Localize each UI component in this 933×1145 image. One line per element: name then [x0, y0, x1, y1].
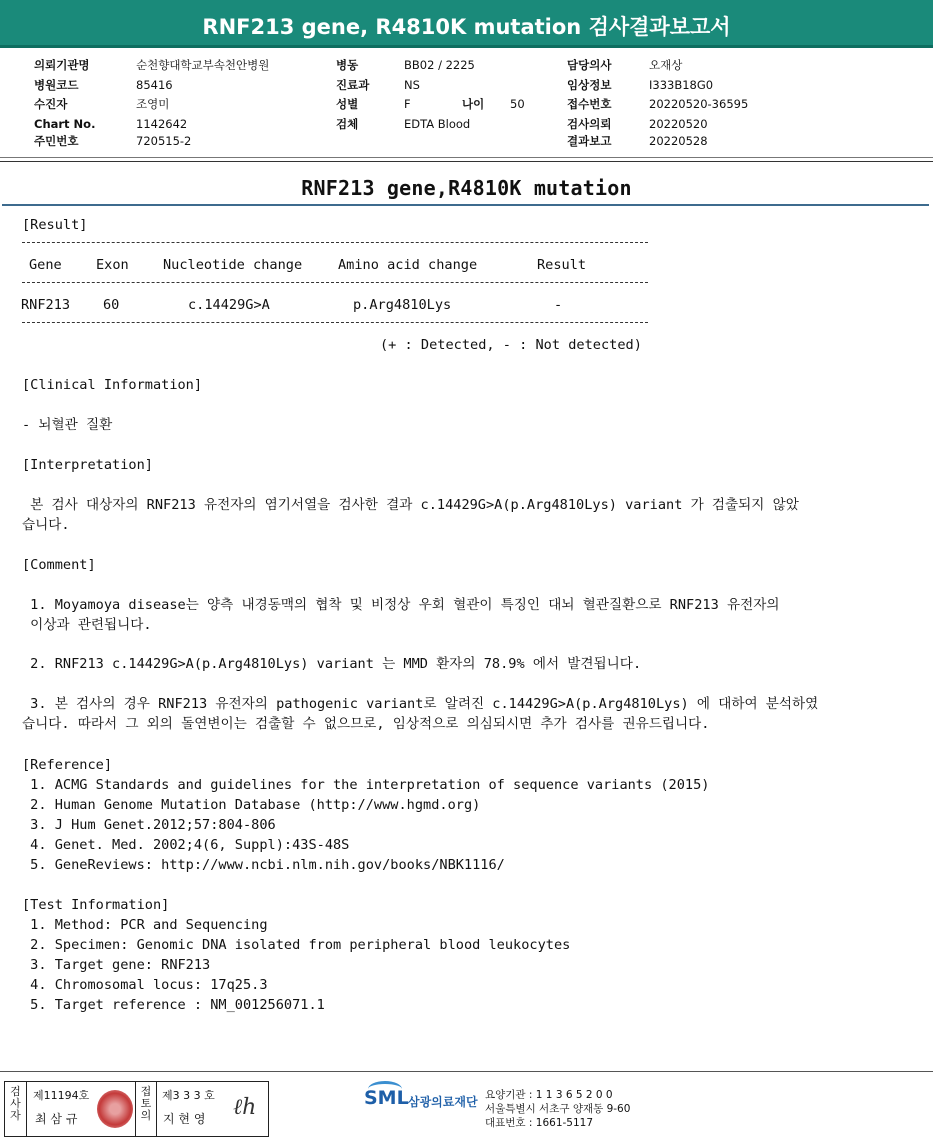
signer2-role-label: [135, 1082, 157, 1136]
meta-value: 720515-2: [136, 134, 192, 148]
meta-row: [567, 56, 748, 76]
reference-item: 2. Human Genome Mutation Database (http://www.hgmd.org): [22, 797, 481, 813]
meta-column-2: [336, 56, 525, 134]
meta-row: [567, 132, 748, 152]
meta-row: [336, 56, 525, 76]
col-header-amino: Amino acid change: [338, 257, 478, 273]
report-banner-title: RNF213 gene, R4810K mutation 검사결과보고서: [0, 0, 933, 48]
test-info-item: 4. Chromosomal locus: 17q25.3: [22, 977, 268, 993]
meta-label: 병원코드: [34, 77, 79, 92]
address-line: 서울특별시 서초구 양재동 9-60: [485, 1103, 631, 1115]
interpretation-heading: [Interpretation]: [22, 457, 153, 473]
meta-value: BB02 / 2225: [404, 58, 475, 72]
table-dash-line: [22, 322, 648, 323]
test-info-item: 3. Target gene: RNF213: [22, 957, 211, 973]
meta-label: 접수번호: [567, 97, 612, 111]
meta-column-3: [567, 56, 748, 152]
meta-value: 조영미: [136, 97, 170, 111]
reference-heading: [Reference]: [22, 757, 113, 773]
clinical-text: - 뇌혈관 질환: [22, 417, 113, 433]
signer2-role-text: 접토의: [140, 1085, 152, 1122]
cell-result: -: [554, 297, 563, 313]
reference-item: 5. GeneReviews: http://www.ncbi.nlm.nih.gov/books/NBK1116/: [22, 857, 505, 873]
meta-label: 검사의뢰: [567, 116, 612, 131]
handwritten-signature-icon: ℓh: [233, 1095, 257, 1120]
reference-item: 3. J Hum Genet.2012;57:804-806: [22, 817, 276, 833]
result-legend: (+ : Detected, - : Not detected): [380, 337, 642, 353]
comment-heading: [Comment]: [22, 557, 96, 573]
meta-row: [336, 95, 525, 115]
col-header-nucleotide: Nucleotide change: [163, 257, 303, 273]
meta-label: 결과보고: [567, 134, 612, 148]
meta-value: 오재상: [649, 58, 683, 72]
meta-value: 1142642: [136, 116, 188, 131]
cell-amino: p.Arg4810Lys: [353, 297, 452, 313]
footer-divider: [0, 1071, 933, 1072]
reference-item: 1. ACMG Standards and guidelines for the interpretation of sequence variants (2015): [22, 777, 710, 793]
comment-line: 습니다. 따라서 그 외의 돌연변이는 검출할 수 없으므로, 임상적으로 의심되시면 추가 검사를 권유드립니다.: [22, 716, 710, 732]
cell-nucleotide: c.14429G>A: [188, 297, 270, 313]
divider: [0, 161, 933, 162]
interpretation-line: 습니다.: [22, 517, 70, 533]
facility-code: 요양기관 : 1 1 3 6 5 2 0 0: [485, 1089, 613, 1101]
comment-line: 3. 본 검사의 경우 RNF213 유전자의 pathogenic variant로 알려진 c.14429G>A(p.Arg4810Lys) 에 대하여 분석하였: [22, 696, 819, 712]
meta-label: 나이: [462, 97, 485, 111]
test-info-item: 2. Specimen: Genomic DNA isolated from peripheral blood leukocytes: [22, 937, 571, 953]
meta-label: 임상정보: [567, 77, 612, 92]
organization-name: 삼광의료재단: [408, 1095, 478, 1109]
meta-label: 검체: [336, 116, 359, 131]
meta-column-1: [34, 56, 269, 152]
result-heading: [Result]: [22, 217, 88, 233]
test-info-item: 1. Method: PCR and Sequencing: [22, 917, 268, 933]
title-underline: [2, 204, 929, 206]
meta-row: [34, 95, 269, 115]
table-dash-line: [22, 282, 648, 283]
test-info-item: 5. Target reference : NM_001256071.1: [22, 997, 325, 1013]
meta-value: 85416: [136, 77, 173, 92]
cell-gene: RNF213: [21, 297, 71, 313]
comment-line: 이상과 관련됩니다.: [22, 617, 152, 633]
meta-row: [34, 56, 269, 76]
organization-address: [485, 1088, 630, 1130]
meta-value: 20220520: [649, 116, 708, 131]
test-info-heading: [Test Information]: [22, 897, 170, 913]
comment-line: 1. Moyamoya disease는 양측 내경동맥의 협착 및 비정상 우회 혈관이 특징인 대뇌 혈관질환으로 RNF213 유전자의: [22, 597, 780, 613]
reference-item: 4. Genet. Med. 2002;4(6, Suppl):43S-48S: [22, 837, 350, 853]
signer2-license: 제3 3 3 호: [162, 1089, 215, 1102]
meta-value: I333B18G0: [649, 77, 714, 92]
document-title: RNF213 gene,R4810K mutation: [301, 176, 632, 200]
comment-line: 2. RNF213 c.14429G>A(p.Arg4810Lys) variant 는 MMD 환자의 78.9% 에서 발견됩니다.: [22, 656, 642, 672]
meta-row: [34, 76, 269, 96]
divider: [0, 157, 933, 158]
meta-label: 주민번호: [34, 134, 79, 148]
meta-row: [336, 76, 525, 96]
meta-row: [34, 132, 269, 152]
cell-exon: 60: [103, 297, 120, 313]
col-header-exon: Exon: [96, 257, 129, 273]
table-dash-line: [22, 242, 648, 243]
col-header-gene: Gene: [29, 257, 62, 273]
meta-label: 성별: [336, 97, 359, 111]
clinical-heading: [Clinical Information]: [22, 377, 203, 393]
logo-text: SML: [364, 1087, 409, 1109]
meta-label: 병동: [336, 58, 359, 72]
official-seal-icon: [97, 1090, 133, 1128]
meta-row: [567, 95, 748, 115]
meta-value: 순천향대학교부속천안병원: [136, 58, 270, 72]
meta-label: 진료과: [336, 77, 370, 92]
report-footer: [0, 1071, 933, 1145]
meta-value: 20220520-36595: [649, 97, 749, 111]
signature-box: [4, 1081, 269, 1137]
signer1-role-label: [5, 1082, 27, 1136]
meta-value: 50: [510, 97, 525, 111]
interpretation-line: 본 검사 대상자의 RNF213 유전자의 염기서열을 검사한 결과 c.14429G>A(p.Arg4810Lys) variant 가 검출되지 않았: [22, 497, 799, 513]
meta-label: 담당의사: [567, 58, 612, 72]
meta-value: F: [404, 97, 411, 111]
col-header-result: Result: [537, 257, 587, 273]
signer1-license: 제11194호: [33, 1089, 90, 1102]
signer1-role-text: 검사자: [10, 1085, 21, 1122]
meta-label: 의뢰기관명: [34, 58, 90, 72]
meta-row: [336, 115, 525, 135]
signer1-name: 최 삼 규: [35, 1112, 78, 1126]
phone-number: 대표번호 : 1661-5117: [485, 1117, 594, 1129]
signer2-name: 지 현 영: [163, 1112, 206, 1126]
meta-value: 20220528: [649, 134, 708, 148]
meta-value: NS: [404, 77, 420, 92]
meta-label: Chart No.: [34, 116, 96, 131]
meta-row: [567, 76, 748, 96]
meta-value: EDTA Blood: [404, 116, 471, 131]
meta-label: 수진자: [34, 97, 68, 111]
